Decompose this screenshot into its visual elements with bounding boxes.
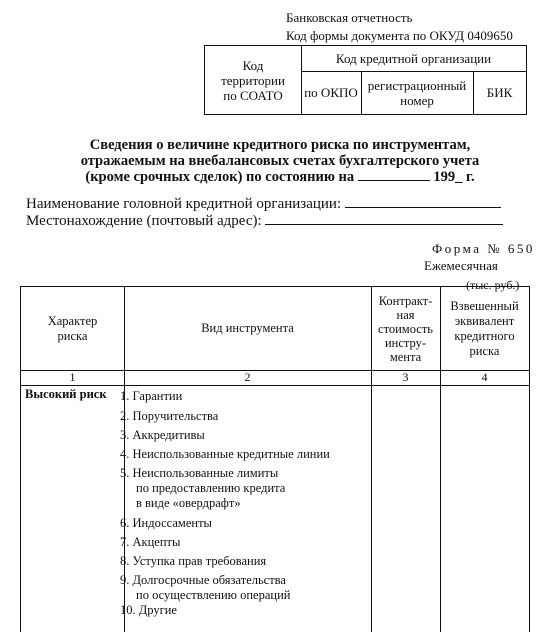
item-assignment-of-claims: 8. Уступка прав требования [120,554,267,568]
item-long-term-obligations-cont: по осуществлению операций [136,588,291,602]
header-risk: Характер риска [47,313,98,343]
item-acceptances: 7. Акцепты [120,535,181,549]
col-number-2: 2 [244,370,251,384]
col-number-1: 1 [69,370,76,384]
item-endorsements: 6. Индоссаменты [120,516,212,530]
item-long-term-obligations: 9. Долгосрочные обязательства [120,573,286,587]
col-number-4: 4 [481,370,488,384]
header-weighted-risk: Взвешенный эквивалент кредитного риска [450,298,519,358]
header-contract-value: Контракт-ная стоимость инстру-мента [378,293,433,364]
item-other: 10. Другие [120,603,177,617]
item-unused-limits: 5. Неиспользованные лимиты [120,466,279,480]
reg-number-label: регистрационный номер [367,77,467,108]
org-name-field [26,197,501,212]
org-name-label: Наименование головной кредитной организации: [26,196,342,212]
item-unused-credit-lines: 4. Неиспользованные кредитные линии [120,447,330,461]
report-type: Банковская отчетность [286,10,413,25]
bik-label: БИК [486,85,513,100]
location-label: Местонахождение (почтовый адрес): [26,213,262,229]
title-line-1: Сведения о величине кредитного риска по инструментам, [89,137,471,153]
form-frequency: Ежемесячная [424,258,498,273]
okpo-label: по ОКПО [304,85,358,100]
header-instrument: Вид инструмента [201,321,294,335]
item-sureties: 2. Поручительства [120,409,219,423]
title-line-3 [0,169,550,185]
item-unused-limits-cont-2: в виде «овердрафт» [136,496,241,510]
item-unused-limits-cont-1: по предоставлению кредита [136,481,286,495]
title-line-3-prefix: (кроме срочных сделок) по состоянию на [85,169,355,185]
risk-table [20,286,530,632]
territory-code-label: Код территории по СОАТО [221,57,285,103]
item-guarantees: 1. Гарантии [120,389,183,403]
org-name-blank [345,207,501,208]
title-line-2: отражаемым на внебалансовых счетах бухгалтерского учета [80,153,480,169]
location-blank [265,224,503,225]
code-table [204,45,527,115]
risk-category: Высокий риск [25,387,107,401]
form-code: Код формы документа по ОКУД 0409650 [286,28,513,43]
unit-label: (тыс. руб.) [466,278,520,292]
document-title [0,137,550,185]
org-code-label: Код кредитной организации [335,51,492,66]
item-letters-of-credit: 3. Аккредитивы [120,428,205,442]
title-line-3-suffix: 199_ г. [433,169,475,185]
location-field [26,214,503,229]
form-number: Форма № 650 [432,241,535,256]
col-number-3: 3 [402,370,409,384]
date-blank [358,180,430,181]
